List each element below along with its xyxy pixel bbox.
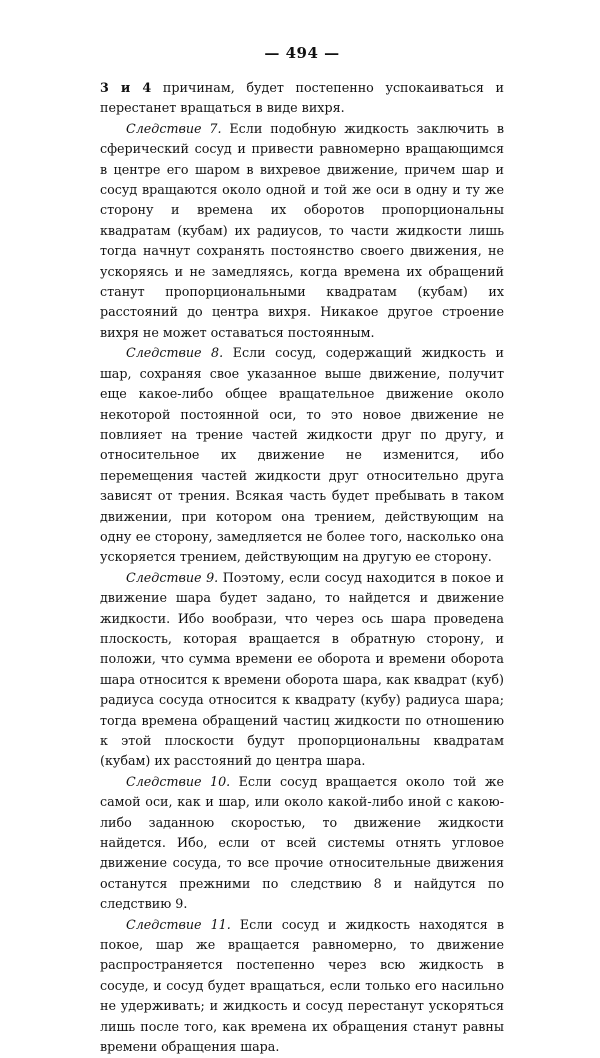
body-text: [100, 78, 504, 1058]
paragraph-corollary-11: [100, 915, 504, 1058]
corollary-label: Следствие 11.: [126, 916, 231, 932]
lead-numbers: 3 и 4: [100, 80, 152, 95]
paragraph-corollary-10: [100, 772, 504, 915]
corollary-label: Следствие 8.: [126, 345, 224, 361]
paragraph-corollary-8: [100, 343, 504, 567]
paragraph-text: Если сосуд, содержащий жидкость и шар, сохраняя свое указанное выше движение, получит еще какое-либо общее вращательное движение около некоторой постоянной оси, то это новое движение не повлияет на трение частей жидкости друг по другу, и относительное их движение не изменится, ибо перемещения частей жидкости друг относительно друга зависят от трения. Всякая часть будет пребывать в таком движении, при котором она трением, действующим на одну ее сторону, замедляется не более того, насколько она ускоряется трением, действующим на другую ее сторону.: [100, 345, 504, 565]
paragraph-text: причинам, будет постепенно успокаиваться и перестанет вращаться в виде вихря.: [100, 80, 504, 116]
paragraph-text: Если сосуд и жидкость находятся в покое, шар же вращается равномерно, то движение распространяется постепенно через всю жидкость в сосуде, и сосуд будет вращаться, если только его насильно не удерживать; и жидкость и сосуд перестанут ускоряться лишь после того, как времена их обращения станут равны времени обращения шара.: [100, 916, 504, 1055]
corollary-label: Следствие 10.: [126, 773, 231, 789]
corollary-label: Следствие 7.: [126, 120, 222, 136]
paragraph-text: Если подобную жидкость заключить в сферический сосуд и привести равномерно вращающимся в центре его шаром в вихревое движение, причем шар и сосуд вращаются около одной и той же оси в одну и ту же сторону и времена их оборотов пропорциональны квадратам (кубам) их радиусов, то части жидкости лишь тогда начнут сохранять постоянство своего движения, не ускоряясь и не замедляясь, когда времена их обращений станут пропорциональными квадратам (кубам) их расстояний до центра вихря. Никакое другое строение вихря не может оставаться постоянным.: [100, 120, 504, 340]
paragraph-text: Поэтому, если сосуд находится в покое и движение шара будет задано, то найдется и движение жидкости. Ибо вообрази, что через ось шара проведена плоскость, которая вращается в обратную сторону, и положи, что сумма времени ее оборота и времени оборота шара относится к времени оборота шара, как квадрат (куб) радиуса сосуда относится к квадрату (кубу) радиуса шара; тогда времена обращений частиц жидкости по отношению к этой плоскости будут пропорциональны квадратам (кубам) их расстояний до центра шара.: [100, 569, 504, 769]
paragraph-text: Если сосуд вращается около той же самой оси, как и шар, или около какой-либо иной с какою-либо заданною скоростью, то движение жидкости найдется. Ибо, если от всей системы отнять угловое движение сосуда, то все прочие относительные движения останутся прежними по следствию 8 и найдутся по следствию 9.: [100, 773, 504, 912]
paragraph-corollary-9: [100, 568, 504, 772]
page-number: — 494 —: [264, 44, 340, 62]
paragraph-corollary-7: [100, 119, 504, 343]
corollary-label: Следствие 9.: [126, 569, 219, 585]
paragraph-continuation: [100, 78, 504, 119]
